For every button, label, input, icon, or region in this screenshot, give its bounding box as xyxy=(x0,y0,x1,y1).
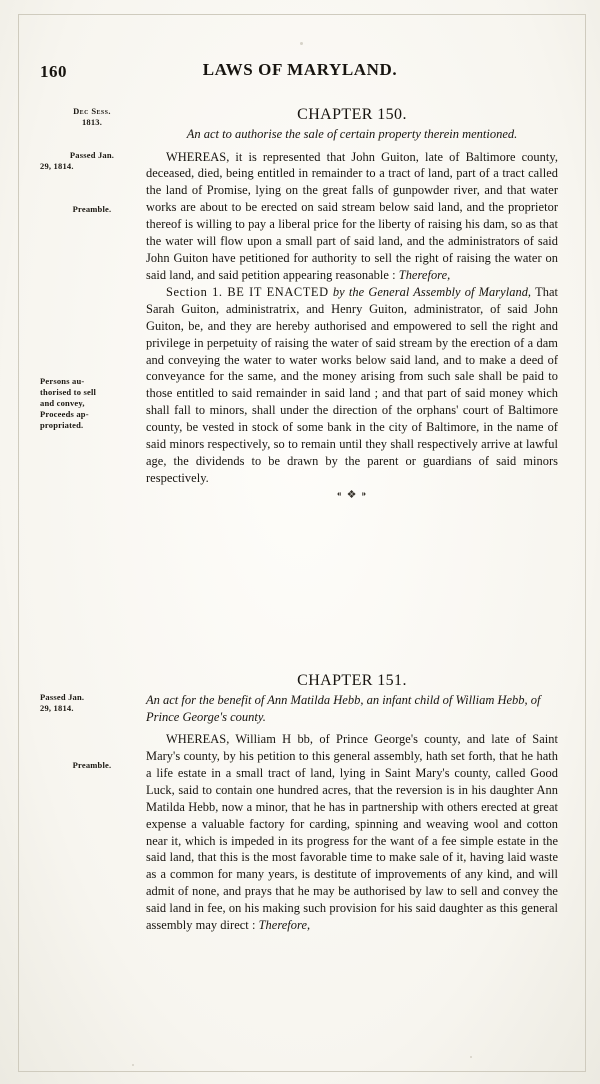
margin-passed-line2: 29, 1814. xyxy=(40,160,74,171)
paper-speck xyxy=(470,1056,472,1058)
chapter-150-section-1 xyxy=(146,284,558,487)
paper-speck xyxy=(132,1064,134,1066)
margin-note-preamble-151 xyxy=(40,760,144,771)
margin-note-session xyxy=(40,106,144,128)
margin-persons-line1: Persons au- xyxy=(40,376,85,386)
margin-note-preamble-150 xyxy=(40,204,144,215)
margin-passed2-line2: 29, 1814. xyxy=(40,702,74,713)
chapter-150-block xyxy=(146,106,558,502)
margin-persons-line4: Proceeds ap- xyxy=(40,408,89,419)
margin-note-passed-151 xyxy=(40,692,144,714)
margin-session-label: Dec Sess. xyxy=(73,106,111,116)
chapter-151-preamble-therefore: Therefore, xyxy=(258,918,311,933)
running-title: LAWS OF MARYLAND. xyxy=(202,60,398,79)
chapter-151-preamble-text: WHEREAS, William H bb, of Prince George's county, and late of Saint Mary's county, by his petition to this general assembly, hath set forth, that he hath a life estate in a small tract of land, lying in Saint Mary's county, called Good Luck, said to contain one hundred acres, that the reversion is in his daughter Ann Matilda Hebb, now a minor, that he has in partnership with others erected at great expense a valuable factory for carding, spinning and weaving wool and cotton near it, which is impeded in its progress for the want of a fee simple estate in the said land, that this is the most favorable time to make sale of it, having laid waste as a common for many years, is destitute of improvements of any kind, and will admit of none, and prays that he may be authorised by law to sell and convey the said land in fee, on his making such provision for his said daughter as this general assembly may direct : xyxy=(146,732,558,933)
chapter-150-preamble-text: WHEREAS, it is represented that John Guiton, late of Baltimore county, deceased, died, being entitled in remainder to a tract of land, part of a tract called the land of Promise, lying on the great falls of gunpowder river, and that water works are about to be erected on said stream below said land, and the proprietor thereof is willing to pay a liberal price for the liberty of raising his dam, so as that the water will flow upon a small part of said land, and the administrators of said John Guiton have petitioned for authority to sell the right of raising the water on said land, and said petition appearing reasonable : xyxy=(146,149,558,282)
margin-persons-line5: propriated. xyxy=(40,419,84,430)
chapter-150-section-head: Section 1. BE IT ENACTED xyxy=(166,284,329,299)
chapter-151-block xyxy=(146,672,558,934)
chapter-150-title: An act to authorise the sale of certain property therein mentioned. xyxy=(186,127,518,141)
chapter-151-number: CHAPTER 151. xyxy=(297,672,407,689)
chapter-150-section-body: That Sarah Guiton, administratrix, and Henry Guiton, administrator, of said John Guiton, be, and they are hereby authorised and empowered to sell the right and privilege in perpetuity of raising the water of said stream by the erection of a dam and conveying the water to water works below said land, and to make a deed of conveyance for the same, and the money arising from such sale shall be paid to those entitled to said remainder in said land ; and that part of said money which shall fall to minors, shall under the direction of the orphans' court of Baltimore county, be vested in stock of some bank in the city of Baltimore, in the name of said minors respectively, so to remain until they shall respectively arrive at lawful age, the dividends to be drawn by the parent or guardians of said minors respectively. xyxy=(146,284,558,486)
margin-note-passed-150 xyxy=(40,150,144,172)
margin-note-persons-authorised xyxy=(40,376,144,430)
chapter-151-preamble xyxy=(146,731,558,934)
margin-passed-line1: Passed Jan. xyxy=(69,150,115,160)
chapter-150-enacting-clause: by the General Assembly of Maryland, xyxy=(332,284,532,299)
margin-preamble-label: Preamble. xyxy=(72,204,112,214)
ornament-glyph: ⁌ ❖ ⁍ xyxy=(336,488,368,501)
margin-persons-line3: and convey, xyxy=(40,397,85,408)
chapter-151-title: An act for the benefit of Ann Matilda Hebb, an infant child of William Hebb, of Prince George's county. xyxy=(146,693,541,724)
margin-session-year: 1813. xyxy=(81,116,103,127)
chapter-150-preamble xyxy=(146,149,558,284)
chapter-150-preamble-therefore: Therefore, xyxy=(398,267,451,282)
paper-speck xyxy=(300,42,303,45)
margin-passed2-line1: Passed Jan. xyxy=(40,692,85,702)
margin-preamble2-label: Preamble. xyxy=(72,760,112,770)
chapter-150-number: CHAPTER 150. xyxy=(297,106,407,123)
margin-persons-line2: thorised to sell xyxy=(40,386,97,397)
section-ornament xyxy=(146,488,558,502)
page-number: 160 xyxy=(40,62,67,81)
running-head xyxy=(40,62,560,84)
